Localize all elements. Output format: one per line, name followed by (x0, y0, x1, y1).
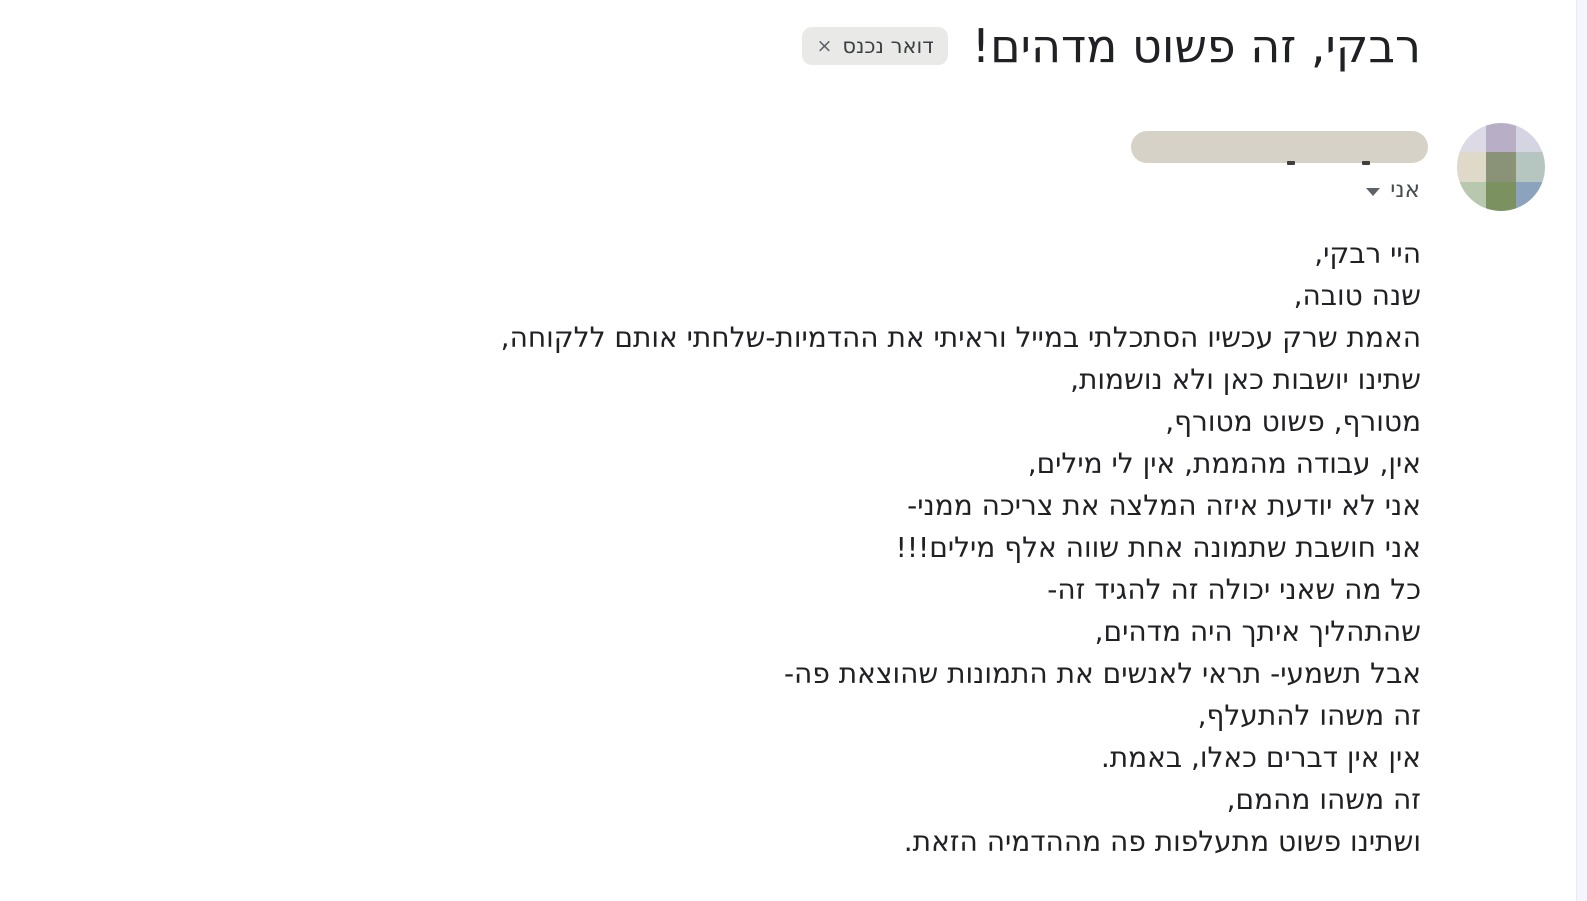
redacted-text-descender (1362, 161, 1370, 165)
recipient-me-label: אני (1390, 177, 1420, 203)
avatar-pixel (1516, 123, 1545, 152)
inbox-label-text: דואר נכנס (842, 34, 934, 58)
avatar-pixel (1486, 152, 1515, 181)
body-line: היי רבקי, (1314, 237, 1421, 270)
body-line: מטורף, פשוט מטורף, (1165, 405, 1421, 438)
avatar-pixel (1457, 152, 1486, 181)
avatar-pixel (1457, 182, 1486, 211)
body-line: אבל תשמעי- תראי לאנשים את התמונות שהוצאת פה- (783, 657, 1421, 690)
body-line: שנה טובה, (1293, 279, 1421, 312)
avatar-pixel (1486, 123, 1515, 152)
avatar-pixel (1516, 152, 1545, 181)
body-line: ושתינו פשוט מתעלפות פה מההדמיה הזאת. (903, 825, 1421, 858)
avatar-pixel (1516, 182, 1545, 211)
chevron-down-icon (1366, 188, 1380, 196)
body-line: כל מה שאני יכולה זה להגיד זה- (1047, 573, 1421, 606)
remove-label-icon[interactable]: × (816, 35, 833, 57)
sender-name-redaction (1131, 131, 1428, 163)
body-line: אני חושבת שתמונה אחת שווה אלף מילים!!! (895, 531, 1421, 564)
sender-avatar[interactable] (1457, 123, 1545, 211)
body-line: זה משהו להתעלף, (1197, 699, 1421, 732)
redacted-text-descender (1287, 161, 1295, 165)
body-line: האמת שרק עכשיו הסתכלתי במייל וראיתי את ההדמיות-שלחתי אותם ללקוחה, (500, 321, 1421, 354)
body-line: שהתהליך איתך היה מדהים, (1094, 615, 1421, 648)
email-body (30, 233, 1421, 863)
body-line: אין, עבודה מהממת, אין לי מילים, (1027, 447, 1421, 480)
email-header (802, 14, 1421, 78)
avatar-pixel (1457, 123, 1486, 152)
scrollbar-track[interactable] (1576, 0, 1587, 901)
email-subject: רבקי, זה פשוט מדהים! (971, 19, 1421, 73)
body-line: אני לא יודעת איזה המלצה את צריכה ממני- (907, 489, 1421, 522)
body-line: זה משהו מהמם, (1226, 783, 1421, 816)
avatar-pixel (1486, 182, 1515, 211)
body-line: אין אין דברים כאלו, באמת. (1100, 741, 1421, 774)
body-line: שתינו יושבות כאן ולא נושמות, (1070, 363, 1421, 396)
recipient-details-toggle[interactable] (1366, 177, 1420, 203)
inbox-label-chip[interactable] (802, 27, 947, 65)
